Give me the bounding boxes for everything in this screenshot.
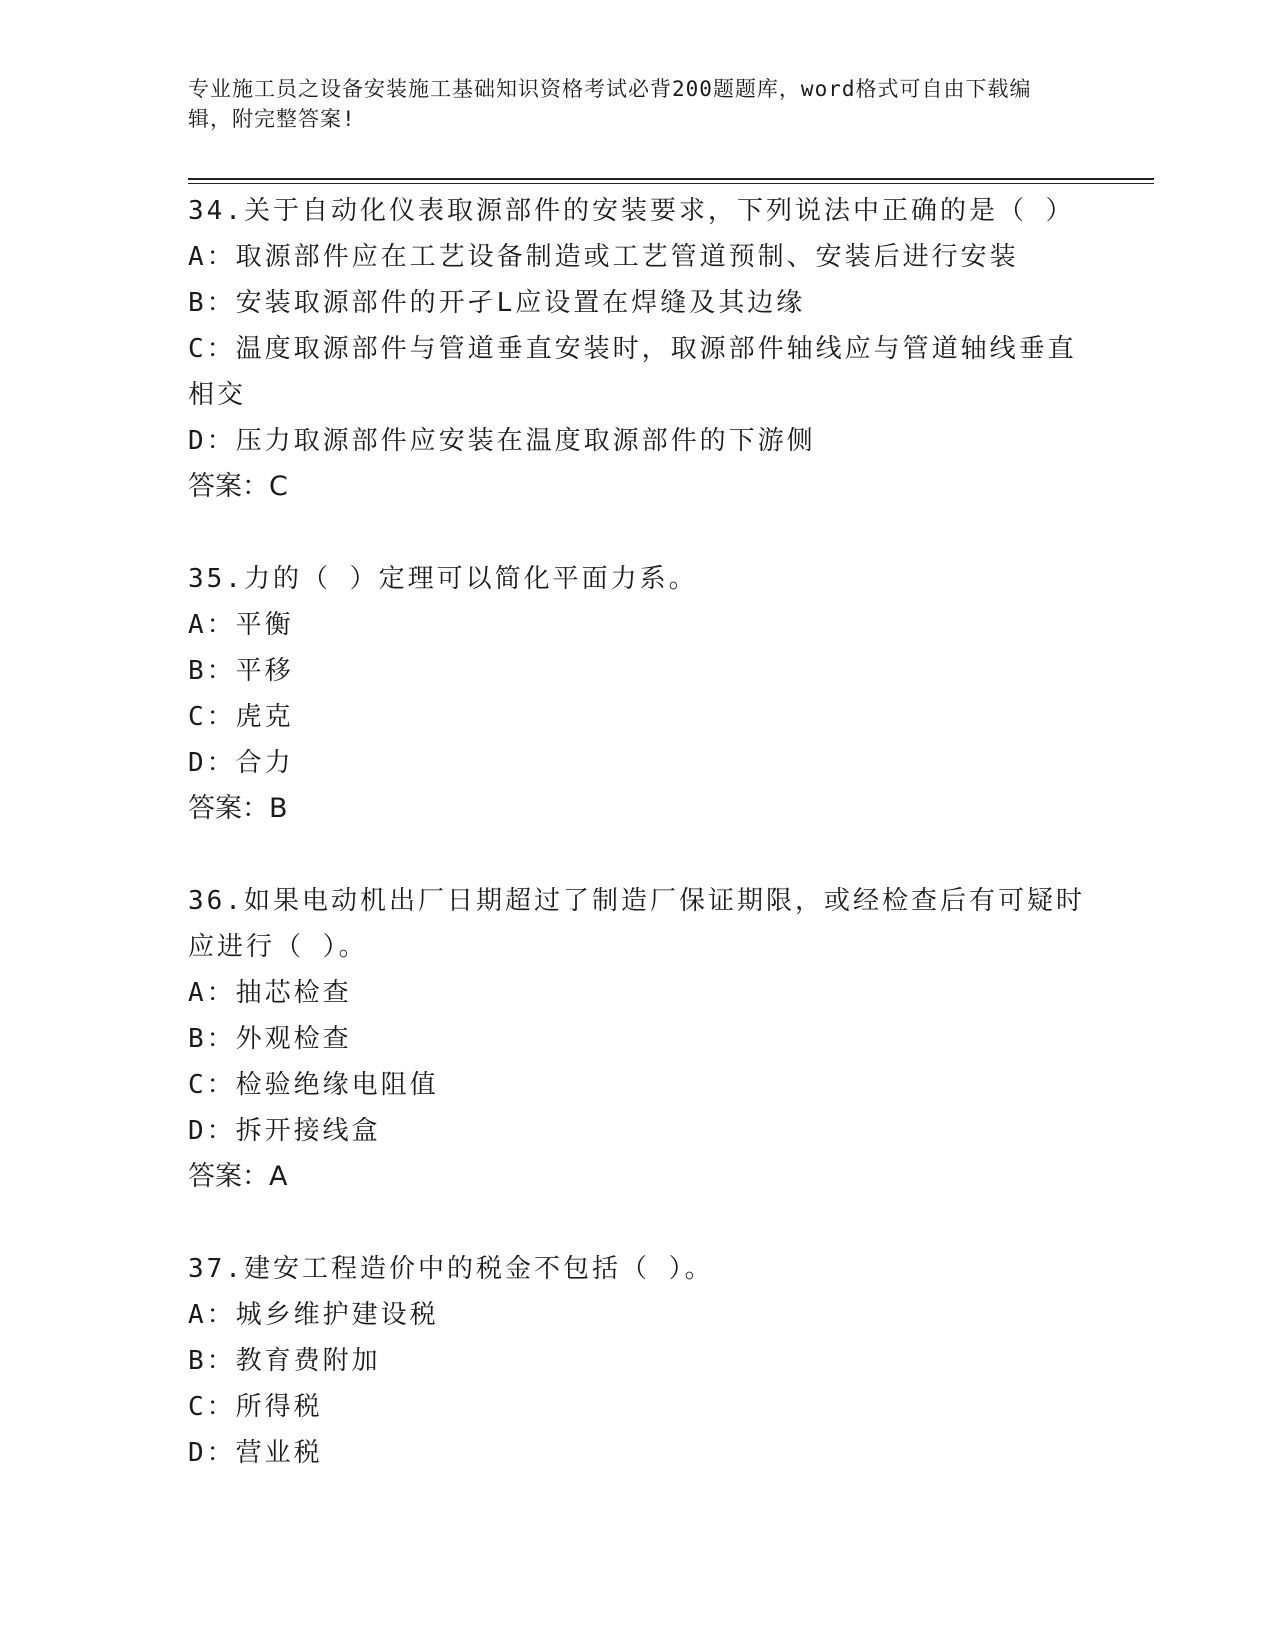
option-b: B：教育费附加 [188,1346,381,1376]
question-block-34 [188,188,1088,510]
question-block-35 [188,556,1088,832]
option-c: C：虎克 [188,702,294,732]
option-c: C：检验绝缘电阻值 [188,1070,439,1100]
option-d: D：压力取源部件应安装在温度取源部件的下游侧 [188,426,816,456]
option-b: B：平移 [188,656,294,686]
option-c: C：温度取源部件与管道垂直安装时，取源部件轴线应与管道轴线垂直相交 [188,334,1077,410]
question-text: 36.如果电动机出厂日期超过了制造厂保证期限，或经检查后有可疑时应进行（ ）。 [188,886,1085,962]
question-text: 34.关于自动化仪表取源部件的安装要求，下列说法中正确的是（ ） [188,196,1075,226]
spacer [188,1200,1088,1246]
option-d: D：拆开接线盒 [188,1116,381,1146]
answer-label: 答案：C [188,471,288,502]
question-list [188,188,1088,1476]
question-block-37 [188,1246,1088,1476]
option-a: A：城乡维护建设税 [188,1300,439,1330]
option-a: A：平衡 [188,610,294,640]
answer-label: 答案：B [188,793,288,824]
spacer [188,832,1088,878]
question-text: 37.建安工程造价中的税金不包括（ ）。 [188,1254,714,1284]
header-divider-thick [188,178,1154,180]
option-d: D：营业税 [188,1438,323,1468]
option-a: A：取源部件应在工艺设备制造或工艺管道预制、安装后进行安装 [188,242,1019,272]
answer-label: 答案：A [188,1161,288,1192]
option-c: C：所得税 [188,1392,323,1422]
spacer [188,510,1088,556]
question-block-36 [188,878,1088,1200]
document-header: 专业施工员之设备安装施工基础知识资格考试必背200题题库，word格式可自由下载编辑，附完整答案! [188,77,1032,131]
option-b: B：安装取源部件的开孑L应设置在焊缝及其边缘 [188,288,806,318]
option-a: A：抽芯检查 [188,978,352,1008]
question-text: 35.力的（ ）定理可以简化平面力系。 [188,564,698,594]
header-divider-thin [188,183,1154,184]
option-b: B：外观检查 [188,1024,352,1054]
option-d: D：合力 [188,748,294,778]
